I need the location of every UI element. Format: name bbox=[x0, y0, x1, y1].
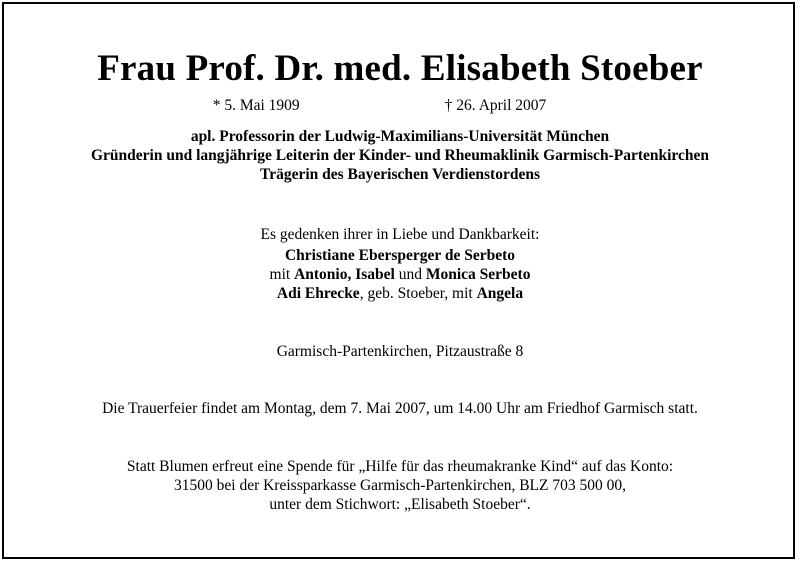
birth-date: * 5. Mai 1909 bbox=[212, 97, 300, 114]
mourners-intro: Es gedenken ihrer in Liebe und Dankbarkeit: bbox=[260, 226, 540, 243]
role-order-of-merit: Trägerin des Bayerischen Verdienstordens bbox=[260, 166, 540, 183]
mourner-name: Christiane Ebersperger de Serbeto bbox=[284, 247, 516, 264]
deceased-name-heading: Frau Prof. Dr. med. Elisabeth Stoeber bbox=[97, 48, 703, 89]
life-dates bbox=[0, 96, 800, 116]
family-address: Garmisch-Partenkirchen, Pitzaustraße 8 bbox=[276, 343, 524, 360]
mourner-name: Angela bbox=[476, 285, 524, 302]
mourner-name: Adi Ehrecke bbox=[276, 285, 360, 302]
donation-line-1: Statt Blumen erfreut eine Spende für „Hilfe für das rheumakranke Kind“ auf das Konto: bbox=[126, 458, 674, 475]
death-date: † 26. April 2007 bbox=[444, 97, 547, 114]
mourner-line-2 bbox=[0, 265, 800, 284]
mourner-name: Antonio, Isabel bbox=[294, 266, 395, 283]
mourner-line-1 bbox=[0, 246, 800, 265]
mourner-connector: und bbox=[394, 266, 426, 283]
role-professorship: apl. Professorin der Ludwig-Maximilians-Universität München bbox=[190, 128, 610, 145]
mourner-name: Monica Serbeto bbox=[425, 266, 531, 283]
role-clinic-founder: Gründerin und langjährige Leiterin der Kinder- und Rheumaklinik Garmisch-Partenkirchen bbox=[90, 147, 710, 164]
mourner-connector: mit bbox=[269, 266, 295, 283]
mourner-line-3 bbox=[0, 284, 800, 303]
donation-line-3: unter dem Stichwort: „Elisabeth Stoeber“. bbox=[269, 496, 531, 513]
funeral-service-info: Die Trauerfeier findet am Montag, dem 7. Mai 2007, um 14.00 Uhr am Friedhof Garmisch statt. bbox=[102, 400, 698, 417]
mourner-connector: , geb. Stoeber, mit bbox=[359, 285, 477, 302]
donation-line-2: 31500 bei der Kreissparkasse Garmisch-Partenkirchen, BLZ 703 500 00, bbox=[174, 477, 626, 494]
